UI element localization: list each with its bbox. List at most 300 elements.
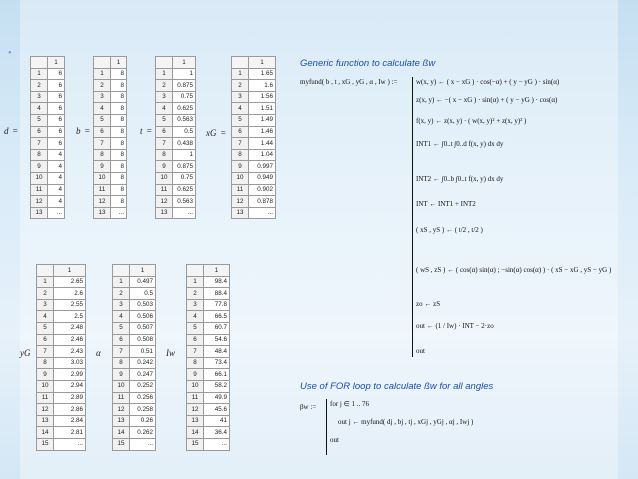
matrix-row	[156, 161, 196, 173]
matrix-corner-cell	[232, 57, 249, 69]
cell-value[interactable]: 6	[48, 103, 65, 115]
cell-value[interactable]: 0.5	[173, 126, 196, 138]
cell-value[interactable]: 6	[48, 126, 65, 138]
matrix-row	[156, 184, 196, 196]
matrix-row	[31, 207, 65, 219]
matrix-row	[31, 80, 65, 92]
cell-value[interactable]: ...	[173, 207, 196, 219]
matrix-row	[94, 114, 127, 126]
cell-value[interactable]: 2.89	[54, 392, 86, 404]
row-index: 5	[31, 114, 48, 126]
matrix-row	[187, 357, 230, 369]
matrix-column-header: 1	[130, 265, 156, 277]
cell-value[interactable]: 88.4	[204, 288, 230, 300]
cell-value[interactable]: 1.49	[249, 114, 276, 126]
matrix-label-b: b =	[76, 126, 90, 136]
row-index: 1	[31, 68, 48, 80]
cell-value[interactable]: 36.4	[204, 427, 230, 439]
cell-value[interactable]: 4	[48, 149, 65, 161]
cell-value[interactable]: 2.86	[54, 404, 86, 416]
function-line[interactable]: f(x, y) ← z(x, y) · ( w(x, y)² + z(x, y)² )	[416, 117, 527, 125]
row-index: 2	[187, 288, 204, 300]
matrix-row	[187, 404, 230, 416]
cell-value[interactable]: 54.6	[204, 334, 230, 346]
row-index: 15	[113, 438, 130, 450]
row-index: 11	[31, 184, 48, 196]
function-line[interactable]: INT1 ← ∫0..t ∫0..d f(x, y) dx dy	[416, 140, 504, 148]
row-index: 3	[31, 91, 48, 103]
cell-value[interactable]: ...	[249, 207, 276, 219]
row-index: 9	[31, 161, 48, 173]
cell-value[interactable]: 8	[111, 68, 127, 80]
row-index: 11	[232, 184, 249, 196]
row-index: 10	[156, 172, 173, 184]
cell-value[interactable]: 0.875	[173, 161, 196, 173]
row-index: 1	[187, 276, 204, 288]
cell-value[interactable]: 0.563	[173, 114, 196, 126]
cell-value[interactable]: 8	[111, 172, 127, 184]
cell-value[interactable]: 6	[48, 114, 65, 126]
matrix-row	[187, 380, 230, 392]
cell-value[interactable]: 0.26	[130, 415, 156, 427]
row-index: 13	[113, 415, 130, 427]
row-index: 9	[113, 369, 130, 381]
row-index: 4	[31, 103, 48, 115]
cell-value[interactable]: 8	[111, 149, 127, 161]
cell-value[interactable]: 8	[111, 196, 127, 208]
row-index: 10	[113, 380, 130, 392]
function-line[interactable]: z(x, y) ← −( x − xG ) · sin(α) + ( y − yG ) · cos(α)	[416, 96, 558, 104]
matrix-row	[31, 184, 65, 196]
row-index: 2	[37, 288, 54, 300]
matrix-label-t: t =	[140, 126, 152, 136]
matrix-row	[232, 207, 276, 219]
cell-value[interactable]: 1.04	[249, 149, 276, 161]
cell-value[interactable]: 8	[111, 114, 127, 126]
row-index: 12	[37, 404, 54, 416]
cell-value[interactable]: 0.438	[173, 138, 196, 150]
function-line[interactable]: ( xS , yS ) ← ( t/2 , t/2 )	[416, 226, 483, 234]
row-index: 2	[31, 80, 48, 92]
row-index: 11	[156, 184, 173, 196]
row-index: 6	[232, 126, 249, 138]
cell-value[interactable]: 0.625	[173, 184, 196, 196]
matrix-row	[37, 380, 86, 392]
cell-value[interactable]: 8	[111, 91, 127, 103]
matrix-row	[187, 392, 230, 404]
matrix-row	[31, 91, 65, 103]
cell-value[interactable]: 0.75	[173, 172, 196, 184]
row-index: 3	[113, 299, 130, 311]
row-index: 8	[232, 149, 249, 161]
row-index: 4	[94, 103, 111, 115]
matrix-row	[187, 334, 230, 346]
row-index: 7	[31, 138, 48, 150]
row-index: 14	[113, 427, 130, 439]
matrix-row	[232, 172, 276, 184]
cell-value[interactable]: ...	[111, 207, 127, 219]
matrix-column-header: 1	[204, 265, 230, 277]
matrix-corner-cell	[31, 57, 48, 69]
matrix-row	[37, 369, 86, 381]
row-index: 11	[113, 392, 130, 404]
matrix-row	[156, 80, 196, 92]
cell-value[interactable]: 1.56	[249, 91, 276, 103]
row-index: 12	[31, 196, 48, 208]
row-index: 5	[113, 322, 130, 334]
row-index: 3	[187, 299, 204, 311]
row-index: 10	[232, 172, 249, 184]
matrix-row	[187, 438, 230, 450]
cell-value[interactable]: 0.242	[130, 357, 156, 369]
cell-value[interactable]: 45.6	[204, 404, 230, 416]
cell-value[interactable]: 66.5	[204, 311, 230, 323]
cell-value[interactable]: 0.507	[130, 322, 156, 334]
matrix-alpha[interactable]	[112, 264, 156, 451]
matrix-row	[156, 196, 196, 208]
matrix-row	[113, 311, 156, 323]
matrix-iw[interactable]	[186, 264, 230, 451]
cell-value[interactable]: 1.51	[249, 103, 276, 115]
cell-value[interactable]: 0.5	[130, 288, 156, 300]
matrix-row	[232, 126, 276, 138]
matrix-row	[113, 334, 156, 346]
function-line[interactable]: out	[416, 347, 425, 355]
function-line[interactable]: ( wS , zS ) ← ( cos(α) sin(α) ; −sin(α) cos(α) ) · ( xS − xG , yS − yG )	[416, 266, 612, 274]
row-index: 4	[156, 103, 173, 115]
row-index: 7	[187, 346, 204, 358]
cell-value[interactable]: 1.46	[249, 126, 276, 138]
cell-value[interactable]: 0.949	[249, 172, 276, 184]
row-index: 11	[94, 184, 111, 196]
cell-value[interactable]: 98.4	[204, 276, 230, 288]
matrix-row	[94, 172, 127, 184]
cell-value[interactable]: 2.48	[54, 322, 86, 334]
row-index: 4	[232, 103, 249, 115]
matrix-row	[94, 68, 127, 80]
function-line[interactable]: INT ← INT1 + INT2	[416, 200, 476, 208]
row-index: 2	[94, 80, 111, 92]
matrix-row	[187, 427, 230, 439]
cell-value[interactable]: 0.75	[173, 91, 196, 103]
function-signature[interactable]: myfund( b , t , xG , yG , α , Iw ) :=	[300, 78, 398, 86]
matrix-row	[94, 91, 127, 103]
cell-value[interactable]: 2.55	[54, 299, 86, 311]
row-index: 1	[113, 276, 130, 288]
row-index: 8	[113, 357, 130, 369]
cell-value[interactable]: 2.43	[54, 346, 86, 358]
matrix-row	[232, 149, 276, 161]
cell-value[interactable]: 8	[111, 80, 127, 92]
row-index: 7	[37, 346, 54, 358]
row-index: 13	[37, 415, 54, 427]
row-index: 9	[232, 161, 249, 173]
cell-value[interactable]: 0.258	[130, 404, 156, 416]
cell-value[interactable]: 2.65	[54, 276, 86, 288]
row-index: 7	[232, 138, 249, 150]
row-index: 13	[187, 415, 204, 427]
cell-value[interactable]: 8	[111, 126, 127, 138]
for-loop-line[interactable]: for j ∈ 1 .. 76	[330, 400, 369, 408]
row-index: 3	[232, 91, 249, 103]
cell-value[interactable]: 3.03	[54, 357, 86, 369]
row-index: 14	[187, 427, 204, 439]
row-index: 2	[232, 80, 249, 92]
matrix-row	[113, 322, 156, 334]
cell-value[interactable]: 0.902	[249, 184, 276, 196]
matrix-row	[156, 138, 196, 150]
cell-value[interactable]: ...	[130, 438, 156, 450]
matrix-row	[94, 149, 127, 161]
row-index: 15	[37, 438, 54, 450]
bullet-icon: •	[8, 48, 12, 59]
matrix-row	[232, 91, 276, 103]
cell-value[interactable]: 2.6	[54, 288, 86, 300]
cell-value[interactable]: 6	[48, 91, 65, 103]
matrix-column-header: 1	[48, 57, 65, 69]
row-index: 8	[37, 357, 54, 369]
row-index: 14	[37, 427, 54, 439]
matrix-row	[37, 438, 86, 450]
cell-value[interactable]: 0.997	[249, 161, 276, 173]
cell-value[interactable]: 2.99	[54, 369, 86, 381]
matrix-row	[37, 427, 86, 439]
matrix-row	[113, 357, 156, 369]
cell-value[interactable]: 8	[111, 161, 127, 173]
cell-value[interactable]: 4	[48, 172, 65, 184]
matrix-row	[156, 103, 196, 115]
cell-value[interactable]: 8	[111, 184, 127, 196]
matrix-row	[187, 276, 230, 288]
row-index: 6	[31, 126, 48, 138]
cell-value[interactable]: 0.563	[173, 196, 196, 208]
function-line[interactable]: w(x, y) ← ( x − xG ) · cos(−α) + ( y − yG ) · sin(α)	[416, 78, 560, 86]
matrix-row	[37, 357, 86, 369]
matrix-row	[37, 404, 86, 416]
cell-value[interactable]: 8	[111, 103, 127, 115]
matrix-row	[113, 392, 156, 404]
matrix-row	[113, 288, 156, 300]
matrix-row	[37, 392, 86, 404]
matrix-row	[37, 299, 86, 311]
matrix-label-iw: Iw	[166, 348, 175, 358]
matrix-row	[113, 276, 156, 288]
row-index: 10	[37, 380, 54, 392]
matrix-column-header: 1	[173, 57, 196, 69]
cell-value[interactable]: 0.252	[130, 380, 156, 392]
matrix-row	[113, 438, 156, 450]
matrix-row	[156, 91, 196, 103]
matrix-row	[187, 311, 230, 323]
cell-value[interactable]: 2.81	[54, 427, 86, 439]
cell-value[interactable]: 0.497	[130, 276, 156, 288]
row-index: 1	[37, 276, 54, 288]
matrix-row	[31, 103, 65, 115]
cell-value[interactable]: 1	[173, 68, 196, 80]
cell-value[interactable]: 6	[48, 68, 65, 80]
for-loop-program-bar	[326, 399, 327, 455]
row-index: 3	[94, 91, 111, 103]
cell-value[interactable]: 1.44	[249, 138, 276, 150]
cell-value[interactable]: 2.5	[54, 311, 86, 323]
matrix-column-header: 1	[249, 57, 276, 69]
row-index: 4	[37, 311, 54, 323]
cell-value[interactable]: 4	[48, 196, 65, 208]
matrix-row	[31, 138, 65, 150]
matrix-corner-cell	[94, 57, 111, 69]
matrix-row	[31, 114, 65, 126]
row-index: 6	[187, 334, 204, 346]
matrix-t[interactable]	[155, 56, 196, 219]
cell-value[interactable]: 41	[204, 415, 230, 427]
cell-value[interactable]: 6	[48, 80, 65, 92]
cell-value[interactable]: 0.503	[130, 299, 156, 311]
cell-value[interactable]: 0.262	[130, 427, 156, 439]
row-index: 1	[232, 68, 249, 80]
matrix-label-xg: xG =	[206, 128, 226, 138]
cell-value[interactable]: 60.7	[204, 322, 230, 334]
matrix-row	[94, 184, 127, 196]
matrix-label-d: d =	[4, 126, 18, 136]
row-index: 12	[113, 404, 130, 416]
row-index: 5	[37, 322, 54, 334]
row-index: 6	[37, 334, 54, 346]
function-line[interactable]: INT2 ← ∫0..b ∫0..t f(x, y) dx dy	[416, 175, 504, 183]
cell-value[interactable]: 0.51	[130, 346, 156, 358]
cell-value[interactable]: 0.878	[249, 196, 276, 208]
matrix-label-alpha: α	[96, 348, 101, 358]
cell-value[interactable]: 0.508	[130, 334, 156, 346]
row-index: 8	[31, 149, 48, 161]
matrix-row	[156, 126, 196, 138]
cell-value[interactable]: 4	[48, 161, 65, 173]
cell-value[interactable]: 8	[111, 138, 127, 150]
row-index: 5	[232, 114, 249, 126]
row-index: 12	[187, 404, 204, 416]
matrix-row	[94, 103, 127, 115]
matrix-row	[113, 346, 156, 358]
cell-value[interactable]: ...	[48, 207, 65, 219]
heading-generic-function: Generic function to calculate ßw	[300, 58, 436, 69]
matrix-row	[156, 172, 196, 184]
matrix-corner-cell	[37, 265, 54, 277]
function-line[interactable]: zo ← zS	[416, 300, 441, 308]
cell-value[interactable]: 0.625	[173, 103, 196, 115]
row-index: 11	[37, 392, 54, 404]
cell-value[interactable]: 6	[48, 138, 65, 150]
function-line[interactable]: out ← (1 / Iw) · INT − 2·zo	[416, 322, 494, 330]
cell-value[interactable]: 73.4	[204, 357, 230, 369]
matrix-row	[31, 172, 65, 184]
matrix-d[interactable]	[30, 56, 65, 219]
matrix-yg[interactable]	[36, 264, 86, 451]
cell-value[interactable]: 0.247	[130, 369, 156, 381]
cell-value[interactable]: 1.6	[249, 80, 276, 92]
matrix-row	[187, 346, 230, 358]
cell-value[interactable]: ...	[204, 438, 230, 450]
cell-value[interactable]: 0.506	[130, 311, 156, 323]
cell-value[interactable]: ...	[54, 438, 86, 450]
row-index: 10	[31, 172, 48, 184]
matrix-corner-cell	[156, 57, 173, 69]
row-index: 2	[113, 288, 130, 300]
cell-value[interactable]: 2.94	[54, 380, 86, 392]
matrix-row	[37, 415, 86, 427]
row-index: 2	[156, 80, 173, 92]
matrix-column-header: 1	[111, 57, 127, 69]
matrix-row	[113, 299, 156, 311]
matrix-row	[37, 311, 86, 323]
cell-value[interactable]: 49.9	[204, 392, 230, 404]
cell-value[interactable]: 66.1	[204, 369, 230, 381]
matrix-row	[37, 334, 86, 346]
matrix-row	[113, 369, 156, 381]
matrix-row	[113, 404, 156, 416]
row-index: 15	[187, 438, 204, 450]
row-index: 6	[113, 334, 130, 346]
matrix-b[interactable]	[93, 56, 127, 219]
matrix-label-yg: yG	[20, 348, 31, 358]
cell-value[interactable]: 1	[173, 149, 196, 161]
cell-value[interactable]: 0.875	[173, 80, 196, 92]
row-index: 9	[94, 161, 111, 173]
matrix-row	[31, 149, 65, 161]
cell-value[interactable]: 48.4	[204, 346, 230, 358]
matrix-row	[94, 126, 127, 138]
row-index: 1	[94, 68, 111, 80]
matrix-row	[94, 138, 127, 150]
function-program-bar	[412, 77, 413, 357]
row-index: 9	[37, 369, 54, 381]
matrix-row	[156, 149, 196, 161]
row-index: 4	[113, 311, 130, 323]
matrix-row	[113, 380, 156, 392]
matrix-xg[interactable]	[231, 56, 276, 219]
matrix-row	[94, 207, 127, 219]
matrix-row	[156, 114, 196, 126]
row-index: 7	[156, 138, 173, 150]
cell-value[interactable]: 58.2	[204, 380, 230, 392]
matrix-row	[156, 207, 196, 219]
row-index: 12	[94, 196, 111, 208]
cell-value[interactable]: 77.8	[204, 299, 230, 311]
for-loop-lhs[interactable]: βw :=	[300, 403, 317, 411]
row-index: 12	[232, 196, 249, 208]
for-loop-line[interactable]: out j ← myfund( dj , bj , tj , xGj , yGj , αj , Iwj )	[338, 418, 474, 426]
for-loop-line[interactable]: out	[330, 436, 339, 444]
row-index: 12	[156, 196, 173, 208]
matrix-row	[232, 114, 276, 126]
matrix-row	[232, 184, 276, 196]
matrix-row	[156, 68, 196, 80]
cell-value[interactable]: 1.65	[249, 68, 276, 80]
row-index: 13	[31, 207, 48, 219]
matrix-row	[187, 369, 230, 381]
matrix-row	[232, 80, 276, 92]
row-index: 4	[187, 311, 204, 323]
matrix-row	[232, 138, 276, 150]
row-index: 8	[187, 357, 204, 369]
matrix-column-header: 1	[54, 265, 86, 277]
matrix-corner-cell	[113, 265, 130, 277]
cell-value[interactable]: 0.256	[130, 392, 156, 404]
matrix-row	[232, 103, 276, 115]
matrix-row	[31, 68, 65, 80]
cell-value[interactable]: 2.46	[54, 334, 86, 346]
cell-value[interactable]: 4	[48, 184, 65, 196]
cell-value[interactable]: 2.84	[54, 415, 86, 427]
row-index: 10	[187, 380, 204, 392]
